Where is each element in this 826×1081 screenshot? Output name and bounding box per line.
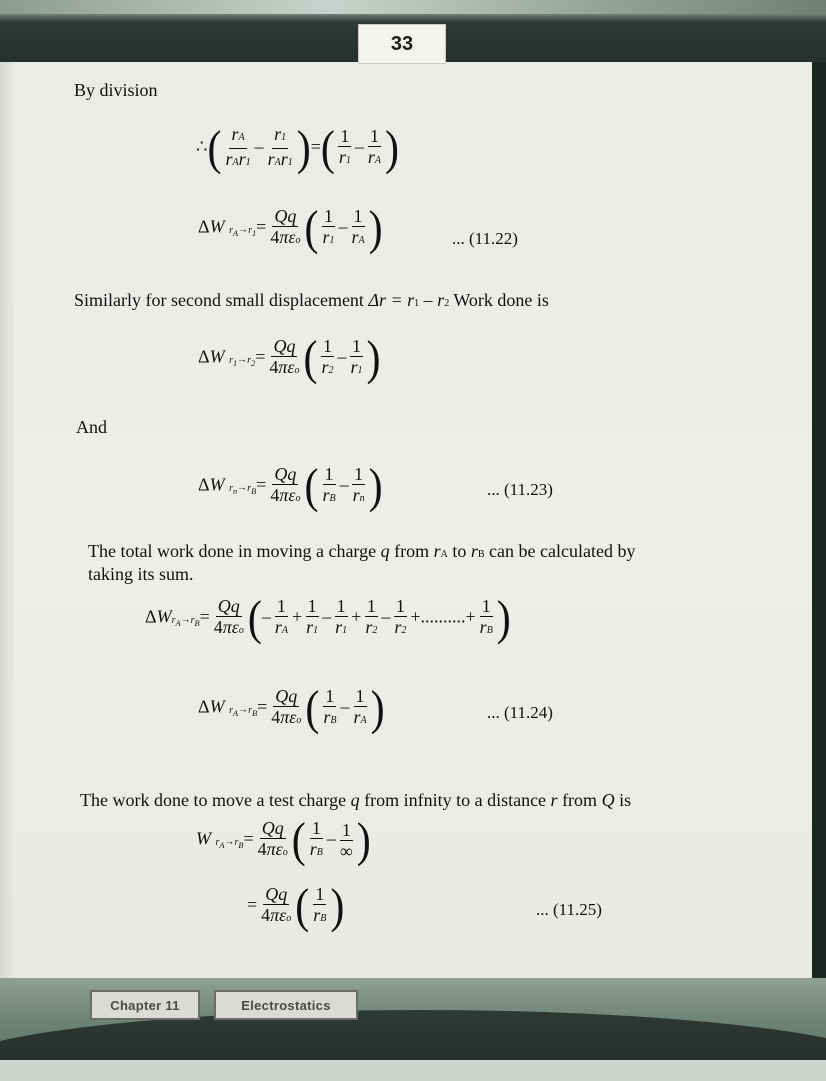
equation-11-25: = $\frac{Qq}{\text{4πεo}}$ ( $\frac{1}{rB}$ ) (247, 880, 345, 933)
total-work-end: can be calculated by (489, 541, 636, 561)
total-work-rA: r (433, 541, 441, 561)
right-margin-stripe (812, 62, 826, 980)
header-sheen (0, 0, 826, 14)
total-work-q: q (380, 541, 390, 561)
similarly-lead: Similarly for second small displacement (74, 290, 364, 310)
equation-division: ∴( $\frac{rA}{\text{rAr1}}$ – $\frac{r1}{\text{rAr1}}$ )=( $\frac{1}{r1}$ – $\frac{1}{rA}$ ) (196, 122, 400, 175)
equation-11-23: ΔW $r_n\to r_B=$ $\frac{Qq}{\text{4πεo}}$ ( $\frac{1}{rB}$ – $\frac{1}{rn}$ ) (198, 460, 383, 513)
similarly-end: Work done is (453, 290, 549, 310)
total-work-rB: r (470, 541, 478, 561)
topic-tag: Electrostatics (214, 990, 358, 1020)
page-number: 33 (358, 24, 446, 64)
total-work-from: from (394, 541, 430, 561)
equation-infinity: W $r_A\to r_B=$ $\frac{Qq}{\text{4πεo}}$ ( $\frac{1}{rB}$ – $\frac{1}{\infty}$ ) (196, 814, 371, 867)
equation-sum: $\Delta Wr_A\to r_B=$ $\frac{Qq}{\text{4πεo}}$ (– $\frac{1}{rA}$ + $\frac{1}{r1}$ – $\frac{1}{r1}$ + $\frac{1}{r2}$ – $\frac{1}{r2}$ +..........+ $\frac{1}{rB}$ ) (145, 592, 511, 645)
total-work-line2: taking its sum. (88, 564, 194, 584)
similarly-delta: Δr = r (368, 290, 415, 310)
total-work-to: to (452, 541, 467, 561)
work-line-q: q (350, 790, 360, 810)
similarly-rest: – r (423, 290, 445, 310)
equation-r1-r2: ΔW $r_1\to r_2=$ $\frac{Qq}{\text{4πεo}}$ ( $\frac{1}{r2}$ – $\frac{1}{r1}$ ) (198, 332, 381, 385)
work-line-lead: The work done to move a test charge (80, 790, 347, 810)
chapter-tag: Chapter 11 (90, 990, 200, 1020)
total-work-lead: The total work done in moving a charge (88, 541, 377, 561)
total-work-line1: The total work done in moving a charge q from rA to rB can be calculated by (88, 541, 636, 561)
work-line-r: r (550, 790, 558, 810)
equation-11-22: ΔW $r_A\to r_1=$ $\frac{Qq}{\text{4πεo}}$ ( $\frac{1}{r1}$ – $\frac{1}{rA}$ ) (198, 202, 383, 255)
equation-number-11-23: ... (11.23) (487, 480, 553, 499)
equation-number-11-25: ... (11.25) (536, 900, 602, 919)
work-line (80, 790, 631, 811)
by-division-text: By division (74, 80, 158, 100)
left-margin-stripe (0, 62, 14, 1081)
equation-11-24: ΔW $r_A\to r_B=$ $\frac{Qq}{\text{4πεo}}$ ( $\frac{1}{rB}$ – $\frac{1}{rA}$ ) (198, 682, 385, 735)
footer-edge (0, 1060, 826, 1081)
similarly-text: Similarly for second small displacement Δr = r1 – r2 Work done is (74, 290, 549, 310)
work-line-Q: Q (601, 790, 615, 810)
and-text: And (76, 417, 107, 437)
equation-number-11-22: ... (11.22) (452, 229, 518, 248)
equation-number-11-24: ... (11.24) (487, 703, 553, 722)
work-line-is: is (619, 790, 632, 810)
work-line-from: from (562, 790, 598, 810)
work-line-mid: from infnity to a distance (364, 790, 547, 810)
